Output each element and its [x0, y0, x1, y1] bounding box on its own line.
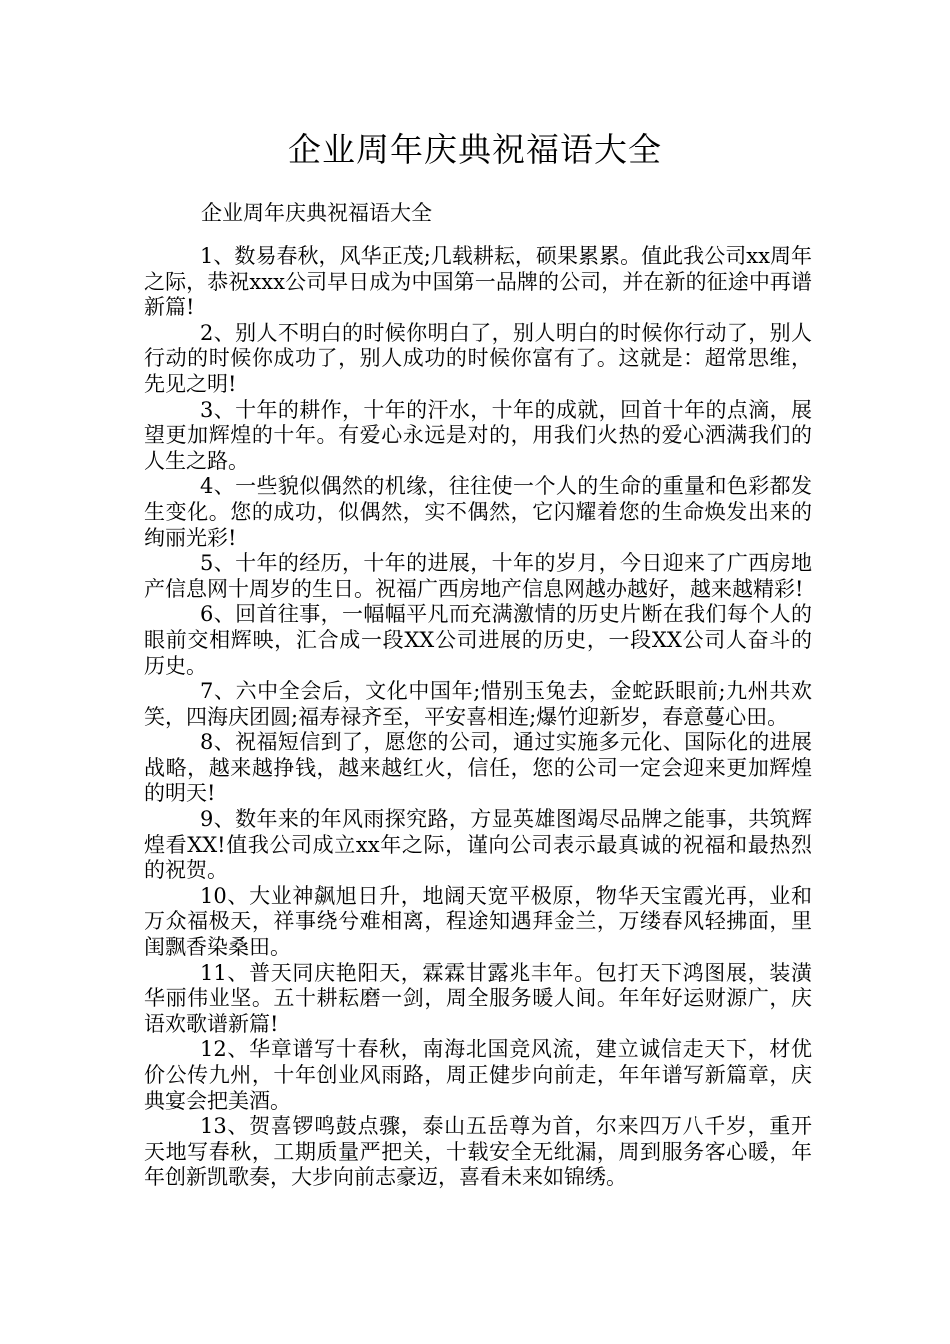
document-subtitle: 企业周年庆典祝福语大全: [201, 201, 432, 225]
blessing-paragraph: 9、数年来的年风雨探究路，方显英雄图竭尽品牌之能事，共筑辉煌看XX!值我公司成立xx年之际，谨向公司表示最真诚的祝福和最热烈的祝贺。: [144, 807, 812, 883]
document-body: [144, 244, 812, 1191]
blessing-paragraph: 11、普天同庆艳阳天，霖霖甘露兆丰年。包打天下鸿图展，装潢华丽伟业坚。五十耕耘磨一剑，周全服务暖人间。年年好运财源广，庆语欢歌谱新篇!: [144, 960, 812, 1036]
blessing-paragraph: 8、祝福短信到了，愿您的公司，通过实施多元化、国际化的进展战略，越来越挣钱，越来越红火，信任，您的公司一定会迎来更加辉煌的明天!: [144, 730, 812, 806]
document-title: 企业周年庆典祝福语大全: [288, 130, 662, 169]
blessing-paragraph: 13、贺喜锣鸣鼓点骤，泰山五岳尊为首，尔来四万八千岁，重开天地写春秋，工期质量严把关，十载安全无纰漏，周到服务客心暖，年年创新凯歌奏，大步向前志豪迈，喜看未来如锦绣。: [144, 1114, 812, 1190]
blessing-paragraph: 5、十年的经历，十年的进展，十年的岁月，今日迎来了广西房地产信息网十周岁的生日。祝福广西房地产信息网越办越好，越来越精彩!: [144, 551, 812, 601]
blessing-paragraph: 10、大业神飙旭日升，地阔天宽平极原，物华天宝霞光再，业和万众福极天，祥事绕兮难相离，程途知遇拜金兰，万缕春风轻拂面，里闺飘香染桑田。: [144, 883, 812, 960]
blessing-paragraph: 7、六中全会后，文化中国年;惜别玉兔去，金蛇跃眼前;九州共欢笑，四海庆团圆;福寿禄齐至，平安喜相连;爆竹迎新岁，春意蔓心田。: [144, 679, 812, 729]
blessing-paragraph: 12、华章谱写十春秋，南海北国竞风流，建立诚信走天下，材优价公传九州，十年创业风雨路，周正健步向前走，年年谱写新篇章，庆典宴会把美酒。: [144, 1037, 812, 1113]
blessing-paragraph: 3、十年的耕作，十年的汗水，十年的成就，回首十年的点滴，展望更加辉煌的十年。有爱心永远是对的，用我们火热的爱心洒满我们的人生之路。: [144, 397, 812, 473]
blessing-paragraph: 6、回首往事，一幅幅平凡而充满激情的历史片断在我们每个人的眼前交相辉映，汇合成一段XX公司进展的历史，一段XX公司人奋斗的历史。: [144, 602, 812, 678]
blessing-paragraph: 1、数易春秋，风华正茂;几载耕耘，硕果累累。值此我公司xx周年之际，恭祝xxx公司早日成为中国第一品牌的公司，并在新的征途中再谱新篇!: [144, 244, 812, 320]
blessing-paragraph: 2、别人不明白的时候你明白了，别人明白的时候你行动了，别人行动的时候你成功了，别人成功的时候你富有了。这就是：超常思维，先见之明!: [144, 320, 812, 396]
blessing-paragraph: 4、一些貌似偶然的机缘，往往使一个人的生命的重量和色彩都发生变化。您的成功，似偶然，实不偶然，它闪耀着您的生命焕发出来的绚丽光彩!: [144, 474, 812, 550]
